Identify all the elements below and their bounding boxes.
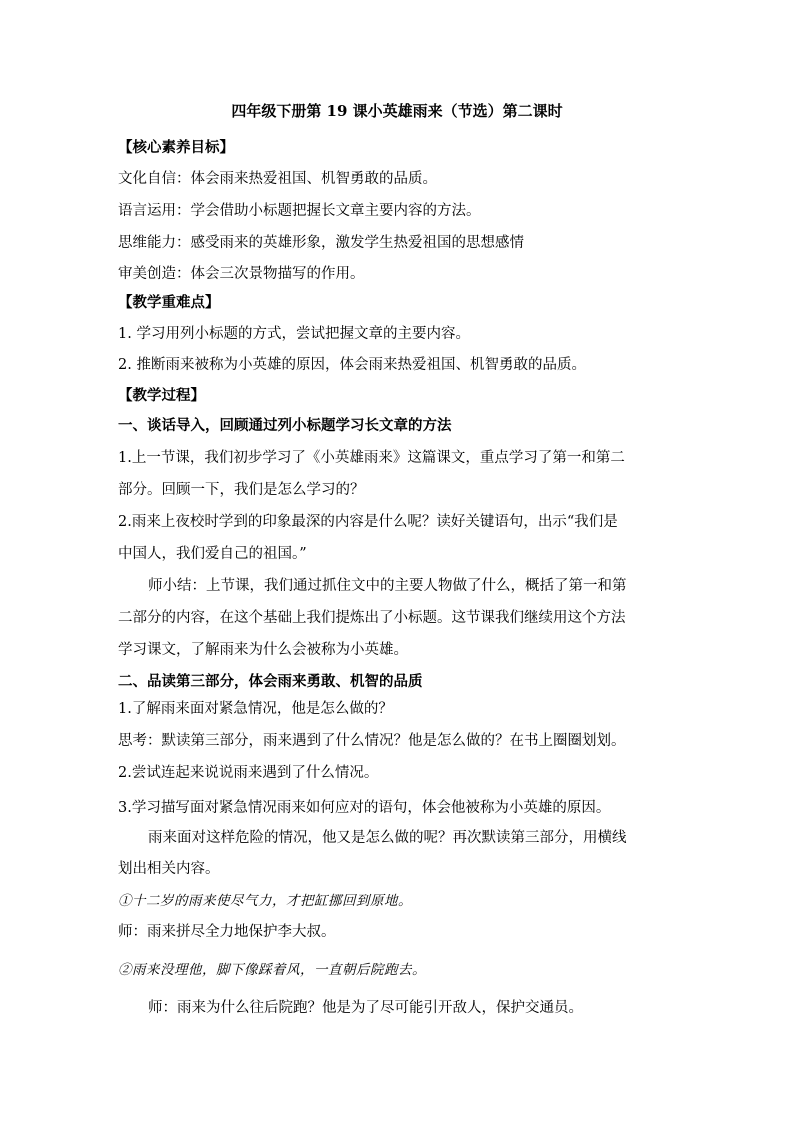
goal-language: 语言运用：学会借助小标题把握长文章主要内容的方法。 <box>118 203 481 219</box>
goal-culture: 文化自信：体会雨来热爱祖国、机智勇敢的品质。 <box>118 171 437 187</box>
process-heading: 【教学过程】 <box>118 387 205 404</box>
part1-summary-line: 学习课文，了解雨来为什么会被称为小英雄。 <box>118 642 408 658</box>
part1-summary-line: 师小结：上节课，我们通过抓住文中的主要人物做了什么，概括了第一和第 <box>148 578 627 594</box>
quote-2: ②雨来没理他，脚下像踩着风，一直朝后院跑去。 <box>118 962 426 978</box>
part1-line: 中国人，我们爱自己的祖国。” <box>118 546 307 562</box>
goal-thinking: 思维能力：感受雨来的英雄形象，激发学生热爱祖国的思想感情 <box>118 235 524 251</box>
goals-heading: 【核心素养目标】 <box>118 139 234 156</box>
part2-line: 雨来面对这样危险的情况，他又是怎么做的呢？再次默读第三部分，用横线 <box>148 830 627 846</box>
teacher-note-2: 师：雨来为什么往后院跑？他是为了尽可能引开敌人，保护交通员。 <box>148 1000 583 1016</box>
keypoint-2: 2. 推断雨来被称为小英雄的原因，体会雨来热爱祖国、机智勇敢的品质。 <box>118 357 586 373</box>
goal-aesthetic: 审美创造：体会三次景物描写的作用。 <box>118 266 365 282</box>
quote-1: ①十二岁的雨来使尽气力，才把缸挪回到原地。 <box>118 893 412 909</box>
part1-summary-line: 二部分的内容，在这个基础上我们提炼出了小标题。这节课我们继续用这个方法 <box>118 610 626 626</box>
part2-line: 3.学习描写面对紧急情况雨来如何应对的语句，体会他被称为小英雄的原因。 <box>118 800 611 816</box>
part2-heading: 二、品读第三部分，体会雨来勇敢、机智的品质 <box>118 673 423 690</box>
part1-line: 部分。回顾一下，我们是怎么学习的？ <box>118 482 365 498</box>
page-title: 四年级下册第 19 课小英雄雨来（节选）第二课时 <box>231 102 563 120</box>
part1-heading: 一、谈话导入，回顾通过列小标题学习长文章的方法 <box>118 417 452 434</box>
part1-line: 2.雨来上夜校时学到的印象最深的内容是什么呢？读好关键语句，出示“我们是 <box>118 514 618 530</box>
part2-line: 划出相关内容。 <box>118 861 220 877</box>
part1-line: 1.上一节课，我们初步学习了《小英雄雨来》这篇课文，重点学习了第一和第二 <box>118 450 625 466</box>
keypoint-1: 1. 学习用列小标题的方式，尝试把握文章的主要内容。 <box>118 326 470 342</box>
part2-line: 2.尝试连起来说说雨来遇到了什么情况。 <box>118 765 379 781</box>
part2-line: 1.了解雨来面对紧急情况，他是怎么做的？ <box>118 701 393 717</box>
part2-line: 思考：默读第三部分，雨来遇到了什么情况？他是怎么做的？在书上圈圈划划。 <box>118 733 626 749</box>
teacher-note-1: 师：雨来拼尽全力地保护李大叔。 <box>118 924 336 940</box>
keypoints-heading: 【教学重难点】 <box>118 294 220 311</box>
